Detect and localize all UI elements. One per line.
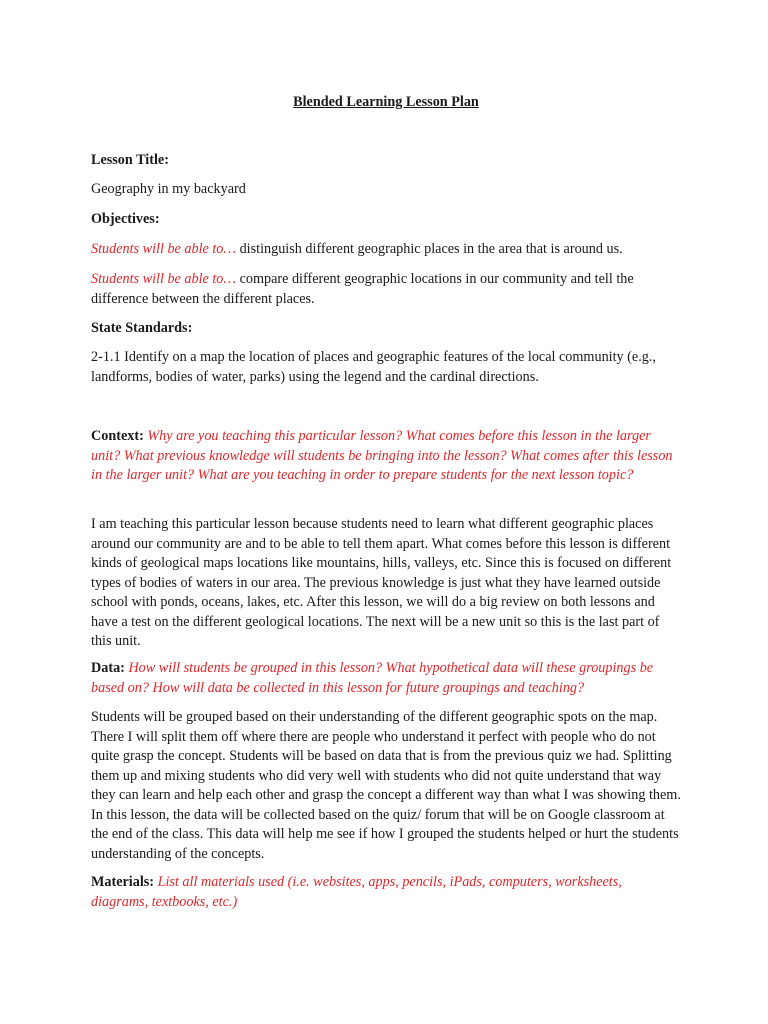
context-section (91, 427, 681, 486)
data-section (91, 659, 681, 698)
data-prompt: How will students be grouped in this lesson? What hypothetical data will these groupings be based on? How will data be collected in this lesson for future groupings and teaching? (91, 660, 654, 696)
materials-label: Materials: (91, 874, 155, 890)
objective-prompt: Students will be able to… (91, 271, 237, 287)
data-label: Data: (91, 660, 125, 676)
objective-text: compare different geographic locations in our community and tell the difference between the different places. (91, 271, 634, 307)
objective-item (91, 240, 681, 260)
state-standards-label: State Standards: (91, 320, 193, 336)
context-label: Context: (91, 428, 144, 444)
objective-item (91, 270, 681, 309)
objective-prompt: Students will be able to… (91, 241, 237, 257)
objectives-label: Objectives: (91, 211, 160, 227)
lesson-title-value: Geography in my backyard (91, 181, 246, 197)
objective-text: distinguish different geographic places in the area that is around us. (236, 241, 623, 257)
data-answer: Students will be grouped based on their understanding of the different geographic spots on the map. There I will split them off where there are people who understand it perfect with people who do not quite grasp the concept. Students will be based on data that is from the previous quiz we had. Splitting them up and mixing students who did very well with students who did not quite understand that way they can learn and help each other and grasp the concept a different way than what I was showing them. In this lesson, the data will be collected based on the quiz/ forum that will be on Google classroom at the end of the class. This data will help me see if how I grouped the students helped or hurt the students understanding of the concepts. (91, 709, 681, 862)
state-standards-text: 2-1.1 Identify on a map the location of places and geographic features of the local community (e.g., landforms, bodies of water, parks) using the legend and the cardinal directions. (91, 349, 656, 385)
document-title: Blended Learning Lesson Plan (293, 94, 479, 110)
materials-section (91, 873, 681, 912)
materials-prompt: List all materials used (i.e. websites, apps, pencils, iPads, computers, worksheets, diagrams, textbooks, etc.) (91, 874, 622, 910)
context-prompt: Why are you teaching this particular lesson? What comes before this lesson in the larger unit? What previous knowledge will students be bringing into the lesson? What comes after this lesson in the larger unit? What are you teaching in order to prepare students for the next lesson topic? (91, 428, 673, 483)
context-answer: I am teaching this particular lesson because students need to learn what different geographic places around our community are and to be able to tell them apart. What comes before this lesson is different kinds of geological maps locations like mountains, hills, valleys, etc. Since this is focused on different types of bodies of waters in our area. The previous knowledge is just what they have learned outside school with ponds, oceans, lakes, etc. After this lesson, we will do a big review on both lessons and have a test on the different geological locations. The next will be a new unit so this is the last part of this unit. (91, 516, 672, 649)
lesson-title-label: Lesson Title: (91, 152, 169, 168)
